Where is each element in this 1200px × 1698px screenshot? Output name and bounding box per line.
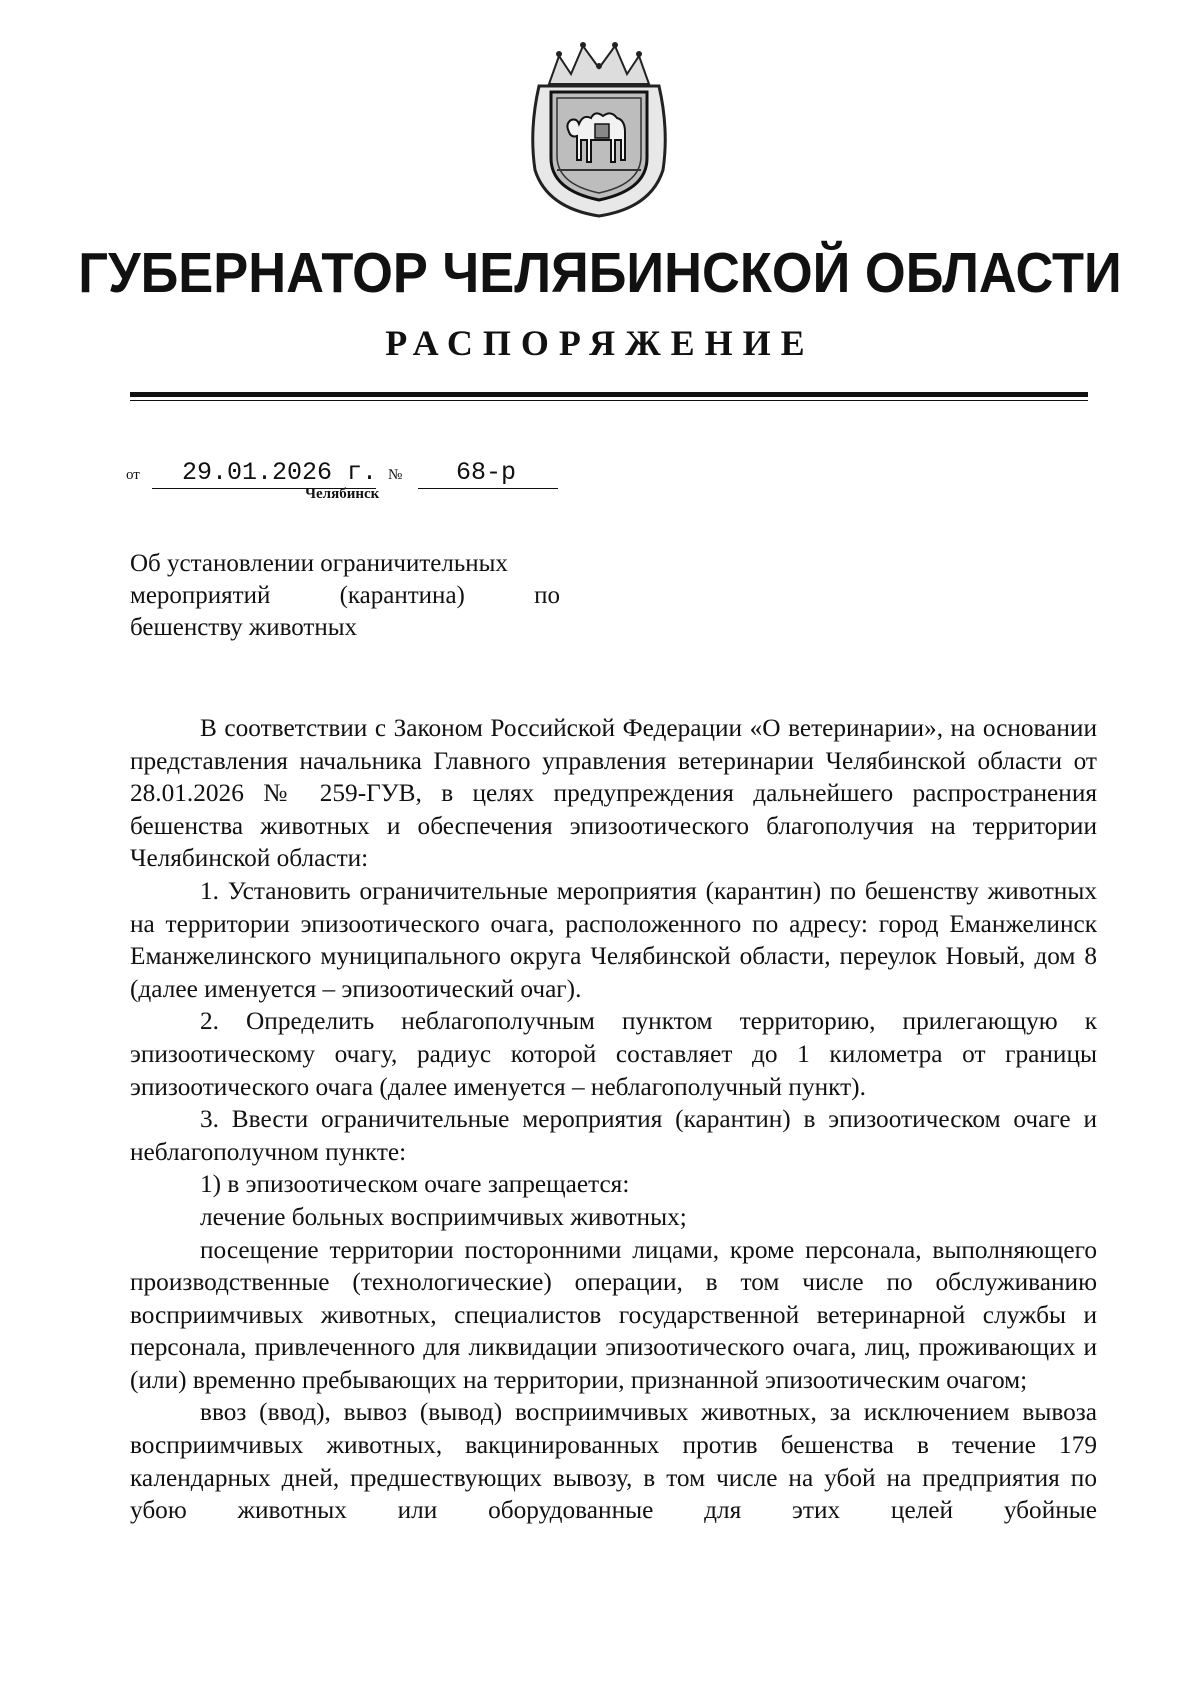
document-number: 68-р (456, 458, 517, 487)
city-label: Челябинск (305, 486, 380, 502)
document-subject (130, 548, 560, 644)
clause-3-item-1: 1) в эпизоотическом очаге запрещается: (200, 1170, 630, 1199)
subject-line-1: Об установлении ограничительных (130, 550, 508, 577)
issuer-title: ГУБЕРНАТОР ЧЕЛЯБИНСКОЙ ОБЛАСТИ (78, 241, 1122, 305)
clause-2: 2. Определить неблагополучным пунктом территорию, прилегающую к эпизоотическому очагу, радиус которой составляет до 1 километра от границы эпизоотического очага (далее именуется – неблагополучный пункт). (130, 1007, 1097, 1101)
number-prefix: № (388, 467, 403, 483)
clause-1: 1. Установить ограничительные мероприятия (карантин) по бешенству животных на территории эпизоотического очага, расположенного по адресу: город Еманжелинск Еманжелинского муниципального округа Челябинской области, переулок Новый, дом 8 (далее именуется – эпизоотический очаг). (130, 876, 1097, 1003)
date-prefix: от (126, 467, 140, 483)
header-divider-thick (130, 392, 1088, 397)
clause-3: 3. Ввести ограничительные мероприятия (карантин) в эпизоотическом очаге и неблагополучном пункте: (130, 1105, 1097, 1166)
coat-of-arms-icon (525, 40, 673, 218)
subject-word: (карантина) (339, 582, 465, 609)
preamble-paragraph: В соответствии с Законом Российской Федерации «О ветеринарии», на основании представления начальника Главного управления ветеринарии Челябинской области от 28.01.2026 № 259-ГУВ, в целях предупреждения дальнейшего распространения бешенства животных и обеспечения эпизоотического благополучия на территории Челябинской области: (130, 714, 1097, 873)
header-divider-thin (130, 400, 1088, 401)
document-type: РАСПОРЯЖЕНИЕ (385, 323, 815, 363)
prohibition-item: посещение территории посторонними лицами, кроме персонала, выполняющего производственные (технологические) операции, в том числе по обслуживанию восприимчивых животных, специалистов государственной ветеринарной службы и персонала, привлеченного для ликвидации эпизоотического очага, лиц, проживающих и (или) временно пребывающих на территории, признанной эпизоотическим очагом; (130, 1235, 1097, 1394)
number-underline (418, 488, 558, 489)
document-date: 29.01.2026 г. (182, 458, 378, 487)
document-body (130, 712, 1097, 1527)
subject-word: по (534, 582, 560, 609)
prohibition-item: ввоз (ввод), вывоз (вывод) восприимчивых животных, за исключением вывоза восприимчивых животных, вакцинированных против бешенства в течение 179 календарных дней, предшествующих вывозу, в том числе на убой на предприятия по убою животных или оборудованные для этих целей убойные (130, 1398, 1097, 1525)
subject-line-3: бешенству животных (130, 614, 357, 641)
subject-word: мероприятий (130, 582, 271, 609)
prohibition-item: лечение больных восприимчивых животных; (200, 1202, 687, 1231)
subject-line-2 (130, 580, 560, 612)
